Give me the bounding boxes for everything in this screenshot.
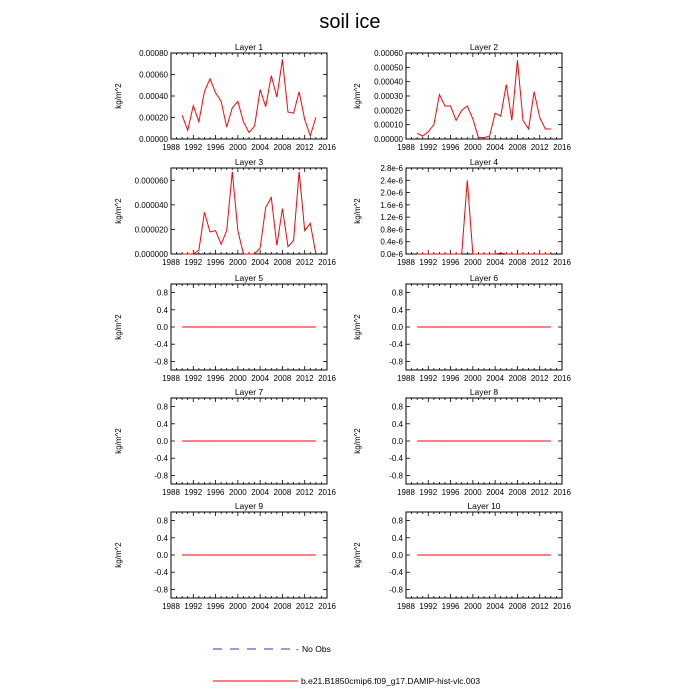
x-tick-label: 1992 (184, 258, 203, 267)
x-tick-label: 2004 (251, 488, 270, 497)
y-tick-label: 0.8 (156, 402, 168, 412)
x-tick-label: 2012 (295, 602, 314, 611)
x-tick-label: 1988 (162, 143, 180, 152)
y-tick-label: 0.0 (156, 437, 168, 446)
chart-panel (114, 42, 336, 152)
chart-panel (114, 501, 336, 611)
x-tick-label: 2004 (251, 374, 270, 383)
panel-title: Layer 6 (469, 273, 499, 283)
y-tick-label: 2.4e-6 (380, 176, 403, 186)
y-tick-label: 0.4 (391, 305, 403, 315)
x-tick-label: 2004 (251, 143, 270, 152)
panel-title: Layer 5 (234, 273, 264, 283)
y-axis-label: kg/m^2 (114, 198, 123, 224)
y-tick-label: 0.4 (391, 419, 403, 429)
y-tick-label: 2.0e-6 (380, 188, 403, 198)
x-tick-label: 1988 (397, 143, 415, 152)
x-tick-label: 2016 (318, 374, 336, 383)
y-tick-label: -0.8 (389, 585, 403, 595)
y-tick-label: -0.8 (389, 471, 403, 481)
x-tick-label: 2008 (273, 258, 292, 267)
x-tick-label: 2012 (530, 488, 549, 497)
y-tick-label: 0.8 (156, 516, 168, 526)
x-tick-label: 1992 (184, 143, 203, 152)
x-tick-label: 1988 (162, 488, 180, 497)
x-tick-label: 2012 (295, 143, 314, 152)
y-tick-label: 0.0 (391, 551, 403, 560)
y-tick-label: 1.6e-6 (380, 200, 403, 210)
plot-frame (171, 53, 327, 139)
y-tick-label: 0.4 (156, 419, 168, 429)
panel-title: Layer 3 (234, 157, 264, 167)
plot-frame (406, 168, 562, 254)
y-tick-label: 0.00040 (139, 92, 168, 101)
x-tick-label: 2000 (228, 602, 247, 611)
chart-panel (114, 387, 336, 497)
x-tick-label: 2012 (295, 374, 314, 383)
panel-title: Layer 9 (234, 501, 264, 511)
panel-title: Layer 10 (467, 501, 501, 511)
chart-panel (114, 157, 336, 267)
y-tick-label: -0.4 (154, 340, 168, 350)
y-tick-label: 0.0 (391, 437, 403, 446)
x-tick-label: 1988 (162, 374, 180, 383)
x-tick-label: 1996 (441, 602, 460, 611)
y-tick-label: 0.4 (156, 533, 168, 543)
y-axis-label: kg/m^2 (353, 83, 362, 109)
legend-model-label: b.e21.B1850cmip6.f09_g17.DAMIP-hist-vlc.003 (301, 676, 481, 686)
y-axis-label: kg/m^2 (353, 542, 362, 568)
y-tick-label: 0.0 (156, 323, 168, 332)
x-tick-label: 1992 (184, 602, 203, 611)
x-tick-label: 1992 (419, 488, 438, 497)
plot-frame (406, 53, 562, 139)
y-tick-label: 0.000000 (134, 250, 168, 259)
series-line (182, 59, 316, 135)
x-tick-label: 2000 (463, 143, 482, 152)
x-tick-label: 2016 (553, 602, 571, 611)
y-tick-label: 0.00080 (139, 49, 168, 58)
x-tick-label: 1992 (419, 258, 438, 267)
x-tick-label: 2008 (508, 258, 527, 267)
x-tick-label: 2016 (553, 258, 571, 267)
x-tick-label: 1996 (206, 374, 225, 383)
y-tick-label: 0.000020 (134, 225, 168, 235)
y-tick-label: -0.8 (154, 357, 168, 367)
legend-obs-prefix: - (296, 644, 299, 654)
y-axis-label: kg/m^2 (114, 314, 123, 340)
y-tick-label: -0.4 (389, 454, 403, 464)
x-tick-label: 1996 (206, 143, 225, 152)
y-tick-label: 0.00020 (139, 113, 168, 123)
x-tick-label: 2000 (463, 602, 482, 611)
x-tick-label: 2008 (508, 602, 527, 611)
chart-panel (353, 387, 571, 497)
y-axis-label: kg/m^2 (353, 198, 362, 224)
x-tick-label: 2008 (273, 143, 292, 152)
x-tick-label: 1996 (206, 602, 225, 611)
y-tick-label: 0.4e-6 (380, 237, 403, 247)
x-tick-label: 1988 (162, 602, 180, 611)
x-tick-label: 2016 (318, 488, 336, 497)
y-tick-label: 2.8e-6 (380, 164, 403, 173)
x-tick-label: 1996 (441, 143, 460, 152)
y-tick-label: 0.00030 (374, 92, 403, 101)
series-line (182, 172, 316, 254)
x-tick-label: 1992 (419, 374, 438, 383)
x-tick-label: 1996 (441, 374, 460, 383)
panel-title: Layer 7 (234, 387, 264, 397)
plot-frame (171, 168, 327, 254)
y-tick-label: 0.0 (391, 323, 403, 332)
series-line (417, 180, 551, 254)
y-tick-label: 0.4 (391, 533, 403, 543)
x-tick-label: 2004 (486, 488, 505, 497)
y-tick-label: 0.00010 (374, 120, 403, 130)
chart-panel (353, 501, 571, 611)
x-tick-label: 1996 (441, 488, 460, 497)
x-tick-label: 2012 (530, 374, 549, 383)
series-line (417, 60, 551, 137)
x-tick-label: 2016 (553, 374, 571, 383)
y-tick-label: -0.4 (389, 340, 403, 350)
x-tick-label: 1988 (397, 374, 415, 383)
y-tick-label: -0.8 (154, 471, 168, 481)
legend (213, 644, 480, 686)
panel-title: Layer 1 (234, 42, 264, 52)
x-tick-label: 2004 (251, 258, 270, 267)
x-tick-label: 2004 (251, 602, 270, 611)
y-tick-label: 0.8e-6 (380, 225, 403, 235)
x-tick-label: 2016 (318, 258, 336, 267)
y-tick-label: 0.8 (391, 288, 403, 298)
x-tick-label: 2000 (228, 488, 247, 497)
x-tick-label: 1988 (397, 602, 415, 611)
y-axis-label: kg/m^2 (353, 314, 362, 340)
x-tick-label: 1992 (419, 143, 438, 152)
x-tick-label: 2012 (530, 258, 549, 267)
y-tick-label: 0.8 (156, 288, 168, 298)
y-tick-label: 0.00000 (374, 135, 403, 144)
x-tick-label: 2008 (273, 602, 292, 611)
y-axis-label: kg/m^2 (353, 428, 362, 454)
x-tick-label: 1992 (184, 488, 203, 497)
panel-grid (114, 42, 571, 611)
chart-panel (114, 273, 336, 383)
y-tick-label: -0.4 (389, 568, 403, 578)
x-tick-label: 2004 (486, 374, 505, 383)
panel-title: Layer 2 (469, 42, 499, 52)
x-tick-label: 2008 (508, 488, 527, 497)
x-tick-label: 2000 (228, 374, 247, 383)
x-tick-label: 2000 (228, 258, 247, 267)
x-tick-label: 2008 (273, 374, 292, 383)
x-tick-label: 2000 (463, 374, 482, 383)
x-tick-label: 1996 (206, 258, 225, 267)
x-tick-label: 2016 (318, 143, 336, 152)
x-tick-label: 2000 (228, 143, 247, 152)
y-axis-label: kg/m^2 (114, 428, 123, 454)
x-tick-label: 1988 (397, 488, 415, 497)
x-tick-label: 2012 (295, 488, 314, 497)
x-tick-label: 2008 (508, 374, 527, 383)
y-axis-label: kg/m^2 (114, 83, 123, 109)
x-tick-label: 2008 (508, 143, 527, 152)
y-tick-label: 0.4 (156, 305, 168, 315)
x-tick-label: 2008 (273, 488, 292, 497)
y-tick-label: 0.000040 (134, 200, 168, 210)
x-tick-label: 2000 (463, 258, 482, 267)
x-tick-label: 2004 (486, 602, 505, 611)
y-tick-label: 0.8 (391, 516, 403, 526)
x-tick-label: 1996 (206, 488, 225, 497)
panel-title: Layer 8 (469, 387, 499, 397)
chart-panel (353, 42, 571, 152)
x-tick-label: 2012 (295, 258, 314, 267)
y-tick-label: 1.2e-6 (380, 213, 403, 223)
y-tick-label: -0.8 (154, 585, 168, 595)
x-tick-label: 1988 (397, 258, 415, 267)
x-tick-label: 2016 (553, 488, 571, 497)
x-tick-label: 2000 (463, 488, 482, 497)
y-tick-label: 0.00060 (139, 70, 168, 80)
y-tick-label: 0.00060 (374, 49, 403, 58)
y-tick-label: 0.00000 (139, 135, 168, 144)
legend-obs-label: No Obs (302, 644, 331, 654)
y-tick-label: 0.0e-6 (380, 250, 403, 259)
x-tick-label: 2016 (553, 143, 571, 152)
y-axis-label: kg/m^2 (114, 542, 123, 568)
x-tick-label: 1988 (162, 258, 180, 267)
y-tick-label: 0.00050 (374, 63, 403, 73)
panel-title: Layer 4 (469, 157, 499, 167)
x-tick-label: 1996 (441, 258, 460, 267)
x-tick-label: 2012 (530, 143, 549, 152)
x-tick-label: 2004 (486, 143, 505, 152)
x-tick-label: 1992 (184, 374, 203, 383)
x-tick-label: 2004 (486, 258, 505, 267)
x-tick-label: 2012 (530, 602, 549, 611)
y-tick-label: 0.8 (391, 402, 403, 412)
x-tick-label: 2016 (318, 602, 336, 611)
y-tick-label: -0.4 (154, 568, 168, 578)
chart-panel (353, 157, 571, 267)
chart-panel (353, 273, 571, 383)
y-tick-label: 0.00040 (374, 77, 403, 87)
x-tick-label: 1992 (419, 602, 438, 611)
y-tick-label: 0.000060 (134, 176, 168, 186)
y-tick-label: -0.8 (389, 357, 403, 367)
y-tick-label: 0.0 (156, 551, 168, 560)
main-title: soil ice (319, 11, 381, 33)
y-tick-label: -0.4 (154, 454, 168, 464)
y-tick-label: 0.00020 (374, 106, 403, 116)
